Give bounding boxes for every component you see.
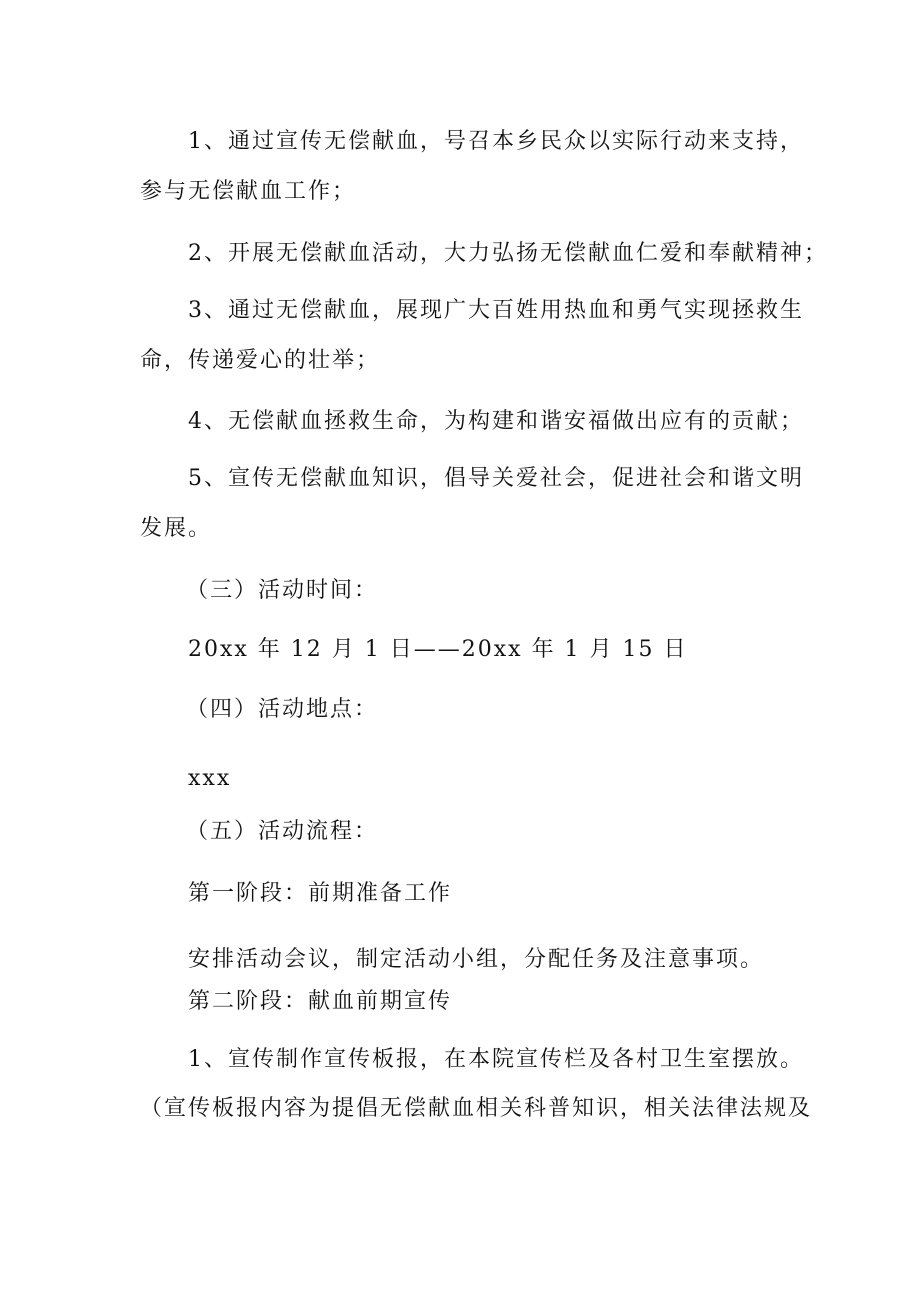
phase-1-title: 第一阶段：前期准备工作 [188,881,453,906]
phase-2-title: 第二阶段：献血前期宣传 [188,989,453,1014]
phase-2-item-1-line-2: （宣传板报内容为提倡无偿献血相关科普知识，相关法律法规及 [140,1096,813,1121]
section-3-heading: （三）活动时间： [186,578,379,603]
purpose-item-1-line-2: 参与无偿献血工作； [140,179,357,204]
purpose-item-2: 2、开展无偿献血活动，大力弘扬无偿献血仁爱和奉献精神； [188,241,828,266]
section-5-heading: （五）活动流程： [186,819,379,844]
purpose-item-3-line-2: 命，传递爱心的壮举； [140,348,381,373]
purpose-item-1-line-1: 1、通过宣传无偿献血，号召本乡民众以实际行动来支持， [188,129,804,154]
phase-1-text: 安排活动会议，制定活动小组，分配任务及注意事项。 [188,947,765,972]
phase-2-item-1-line-1: 1、宣传制作宣传板报，在本院宣传栏及各村卫生室摆放。 [188,1047,804,1072]
purpose-item-5-line-1: 5、宣传无偿献血知识，倡导关爱社会，促进社会和谐文明 [188,466,804,491]
purpose-item-4: 4、无偿献血拯救生命，为构建和谐安福做出应有的贡献； [188,409,804,434]
purpose-item-5-line-2: 发展。 [140,516,213,541]
purpose-item-3-line-1: 3、通过无偿献血，展现广大百姓用热血和勇气实现拯救生 [188,298,804,323]
activity-time: 20xx 年 12 月 1 日——20xx 年 1 月 15 日 [188,637,688,662]
section-4-heading: （四）活动地点： [186,697,379,722]
activity-location: xxx [188,766,232,791]
